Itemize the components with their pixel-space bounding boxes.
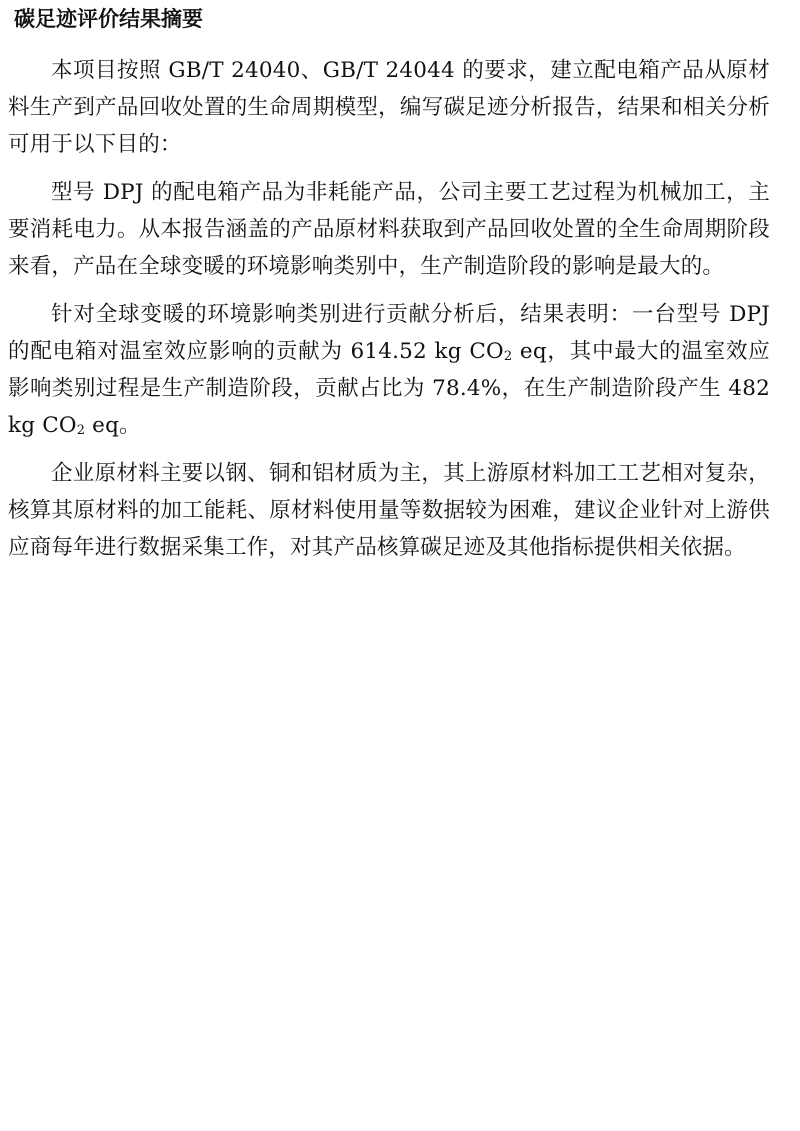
- document-title: 碳足迹评价结果摘要: [14, 7, 203, 31]
- contribution-text-part-1: 针对全球变暖的环境影响类别进行贡献分析后，结果表明：一台型号 DPJ 的配电箱对温室效应影响的贡献为 614.52 kg CO: [8, 302, 770, 364]
- contribution-text-part-2: eq，其中最大的温室效应影响类别过程是生产制造阶段，贡献占比为 78.4%，在生产制造阶段产生 482 kg CO: [8, 339, 771, 438]
- document-body: [8, 52, 770, 577]
- paragraph-contribution-analysis: [8, 296, 770, 444]
- paragraph-scope: 本项目按照 GB/T 24040、GB/T 24044 的要求，建立配电箱产品从原材料生产到产品回收处置的生命周期模型，编写碳足迹分析报告，结果和相关分析可用于以下目的：: [8, 58, 770, 157]
- paragraph-product-overview: 型号 DPJ 的配电箱产品为非耗能产品，公司主要工艺过程为机械加工，主要消耗电力。从本报告涵盖的产品原材料获取到产品回收处置的全生命周期阶段来看，产品在全球变暖的环境影响类别中，生产制造阶段的影响是最大的。: [8, 180, 770, 279]
- co2-subscript: 2: [76, 423, 86, 438]
- co2-subscript: 2: [503, 349, 513, 364]
- paragraph-recommendation: 企业原材料主要以钢、铜和铝材质为主，其上游原材料加工工艺相对复杂，核算其原材料的加工能耗、原材料使用量等数据较为困难，建议企业针对上游供应商每年进行数据采集工作，对其产品核算碳足迹及其他指标提供相关依据。: [8, 461, 770, 560]
- contribution-text-part-3: eq。: [85, 413, 141, 438]
